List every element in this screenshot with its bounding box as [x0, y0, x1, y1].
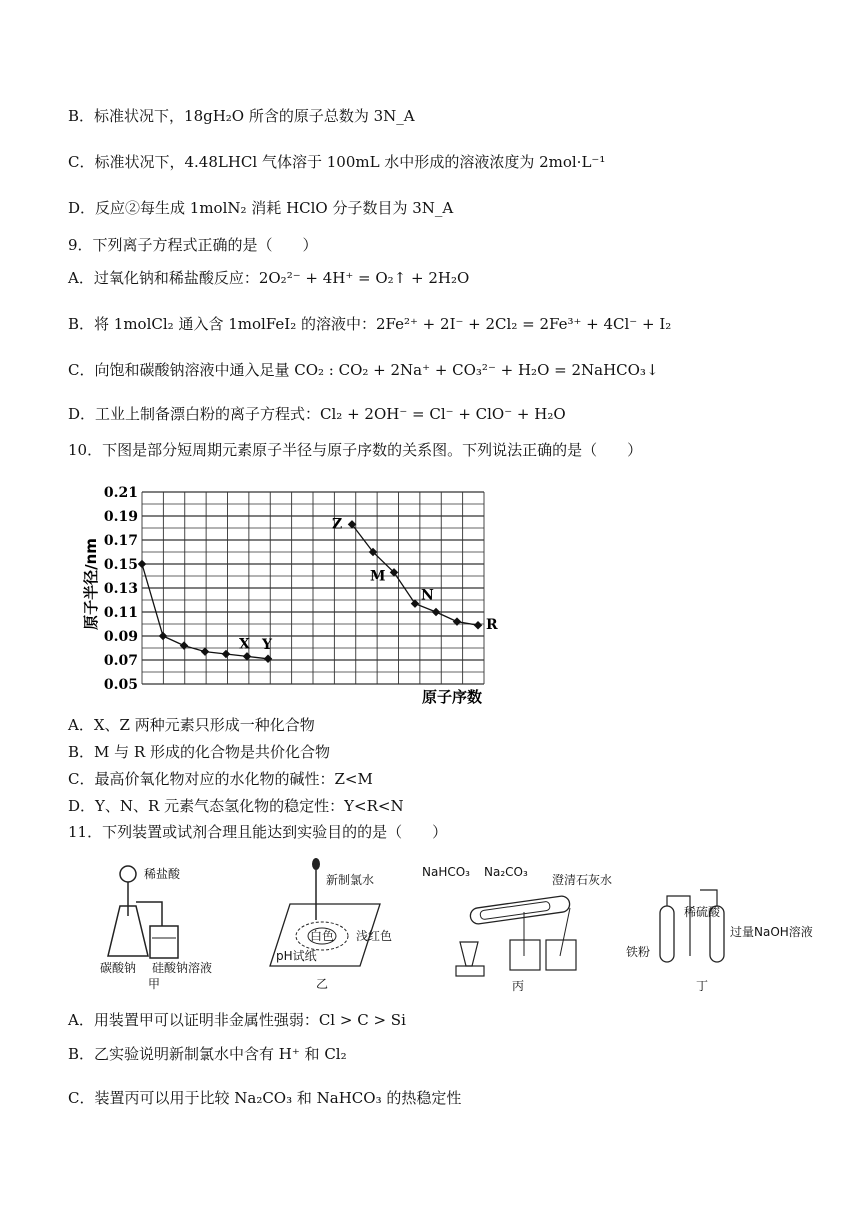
ding-left: 铁粉	[626, 945, 651, 959]
q10-stem: 10．下图是部分短周期元素原子半径与原子序数的关系图。下列说法正确的是（ ）	[68, 441, 643, 459]
point-label: N	[421, 587, 434, 604]
q10-option-b: B．M 与 R 形成的化合物是共价化合物	[68, 743, 330, 761]
q8-option-d: D．反应②每生成 1molN₂ 消耗 HClO 分子数目为 3N_A	[68, 199, 454, 217]
apparatus-jia	[100, 866, 212, 991]
yi-label: 乙	[316, 977, 329, 991]
data-point	[264, 655, 272, 663]
apparatus-yi	[270, 858, 392, 991]
y-tick-labels	[104, 485, 138, 693]
q9-option-a: A．过氧化钠和稀盐酸反应：2O₂²⁻ + 4H⁺ = O₂↑ + 2H₂O	[68, 269, 470, 287]
y-tick-label: 0.15	[103, 557, 138, 573]
y-tick-label: 0.07	[103, 653, 138, 669]
q9-option-b: B．将 1molCl₂ 通入含 1molFeI₂ 的溶液中：2Fe²⁺ + 2I⁻ + 2Cl₂ = 2Fe³⁺ + 4Cl⁻ + I₂	[68, 315, 672, 333]
y-tick-label: 0.05	[103, 677, 138, 693]
y-axis-label: 原子半径/nm	[82, 538, 100, 630]
q8-option-c: C．标准状况下，4.48LHCl 气体溶于 100mL 水中形成的溶液浓度为 2mol·L⁻¹	[68, 153, 606, 171]
q8-option-b: B．标准状况下，18gH₂O 所含的原子总数为 3N_A	[68, 107, 415, 125]
jia-label: 甲	[148, 977, 161, 991]
y-tick-label: 0.19	[103, 509, 138, 525]
q11-stem: 11．下列装置或试剂合理且能达到实验目的的是（ ）	[68, 823, 448, 841]
bing-label: 丙	[512, 979, 525, 993]
q9-option-d: D．工业上制备漂白粉的离子方程式：Cl₂ + 2OH⁻ = Cl⁻ + ClO⁻ + H₂O	[68, 405, 566, 423]
apparatus-diagrams	[100, 856, 813, 996]
q11-option-c: C．装置丙可以用于比较 Na₂CO₃ 和 NaHCO₃ 的热稳定性	[68, 1089, 462, 1107]
y-tick-label: 0.17	[103, 533, 138, 549]
point-label: M	[370, 568, 386, 585]
chart-annotations	[239, 516, 498, 652]
q11-option-b: B．乙实验说明新制氯水中含有 H⁺ 和 Cl₂	[68, 1045, 347, 1063]
q10-option-d: D．Y、N、R 元素气态氢化物的稳定性：Y<R<N	[68, 797, 404, 815]
x-axis-label: 原子序数	[421, 688, 483, 706]
point-label: X	[239, 636, 250, 653]
atomic-radius-chart	[80, 476, 510, 716]
point-label: Z	[332, 516, 343, 533]
data-point	[138, 560, 146, 568]
data-point	[201, 647, 209, 655]
jia-reagent-top: 稀盐酸	[144, 867, 181, 881]
yi-inner: 白色	[310, 929, 335, 943]
q9-option-c: C．向饱和碳酸钠溶液中通入足量 CO₂ : CO₂ + 2Na⁺ + CO₃²⁻ + H₂O = 2NaHCO₃↓	[68, 361, 659, 379]
apparatus-ding	[626, 890, 813, 993]
bing-beaker: 澄清石灰水	[552, 873, 613, 887]
q11-option-a: A．用装置甲可以证明非金属性强弱：Cl > C > Si	[68, 1011, 406, 1029]
jia-right-bottom: 硅酸钠溶液	[152, 961, 213, 975]
data-point	[411, 599, 419, 607]
yi-dropper: 新制氯水	[326, 873, 375, 887]
data-point	[474, 621, 482, 629]
data-point	[432, 608, 440, 616]
data-point	[453, 617, 461, 625]
yi-ring: 浅红色	[356, 929, 393, 943]
bing-tube-a: NaHCO₃	[422, 865, 470, 879]
point-label: R	[486, 617, 498, 634]
ding-right: 过量NaOH溶液	[730, 925, 813, 939]
y-tick-label: 0.13	[103, 581, 138, 597]
bing-tube-b: Na₂CO₃	[484, 865, 528, 879]
q9-stem: 9．下列离子方程式正确的是（ ）	[68, 236, 318, 254]
q10-option-a: A．X、Z 两种元素只形成一种化合物	[68, 716, 315, 734]
ding-mid: 稀硫酸	[684, 905, 721, 919]
yi-paper: pH试纸	[276, 949, 317, 963]
y-tick-label: 0.09	[103, 629, 138, 645]
data-point	[243, 652, 251, 660]
data-point	[180, 641, 188, 649]
jia-left-bottom: 碳酸钠	[100, 961, 137, 975]
point-label: Y	[262, 636, 272, 653]
y-tick-label: 0.21	[103, 485, 138, 501]
data-point	[159, 632, 167, 640]
data-point	[222, 650, 230, 658]
apparatus-bing	[422, 865, 612, 993]
q10-option-c: C．最高价氧化物对应的水化物的碱性：Z<M	[68, 770, 373, 788]
y-tick-label: 0.11	[103, 605, 138, 621]
ding-label: 丁	[696, 979, 709, 993]
